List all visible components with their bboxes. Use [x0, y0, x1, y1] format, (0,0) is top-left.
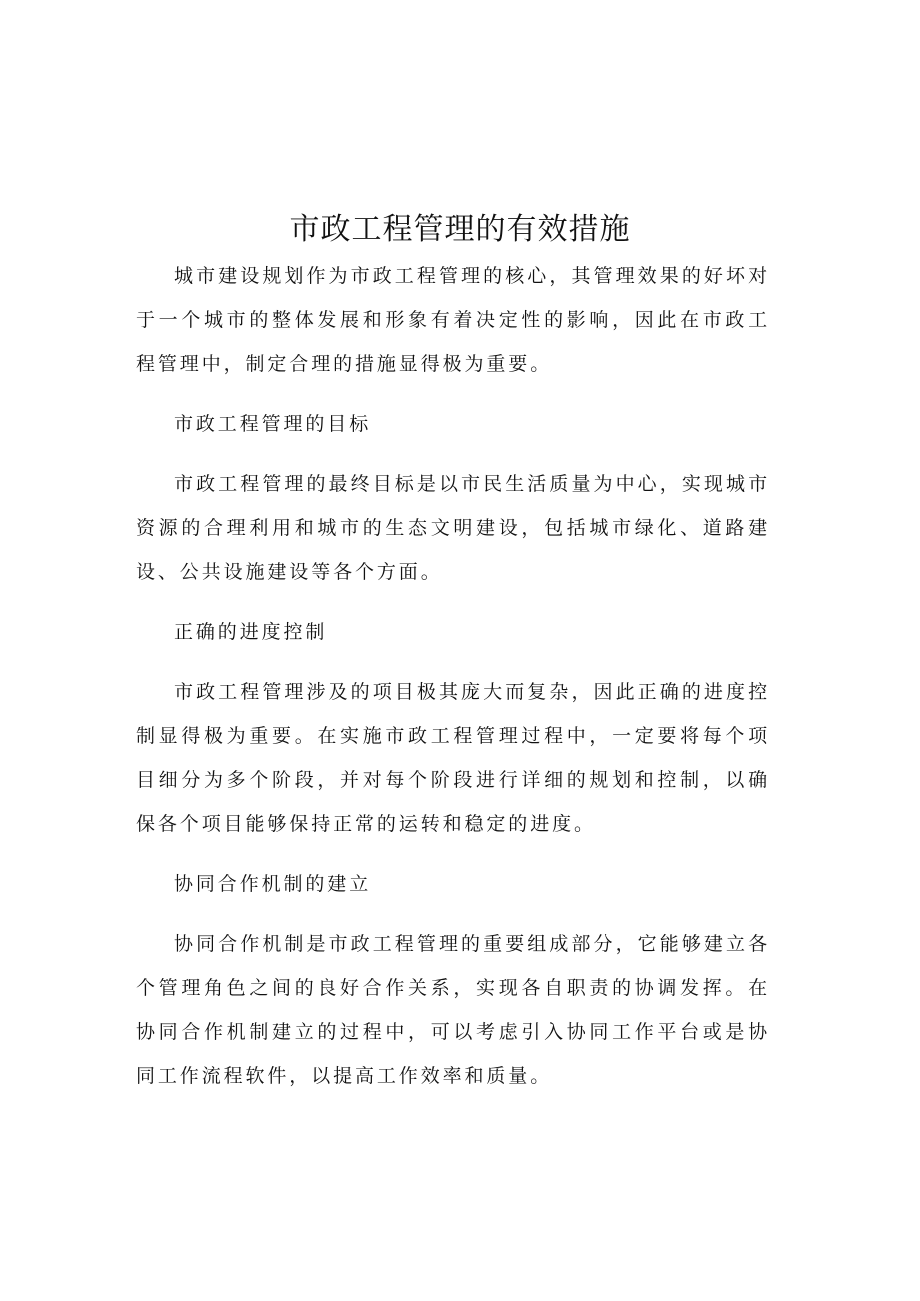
section-body-goal: 市政工程管理的最终目标是以市民生活质量为中心，实现城市资源的合理利用和城市的生态文明建设，包括城市绿化、道路建设、公共设施建设等各个方面。: [136, 473, 770, 583]
section-body-schedule: 市政工程管理涉及的项目极其庞大而复杂，因此正确的进度控制显得极为重要。在实施市政工程管理过程中，一定要将每个项目细分为多个阶段，并对每个阶段进行详细的规划和控制，以确保各个项目能够保持正常的运转和稳定的进度。: [136, 681, 770, 835]
spacer: [136, 446, 770, 462]
document-title: 市政工程管理的有效措施: [289, 212, 631, 247]
document-body: [136, 254, 770, 1098]
section-heading-schedule: 正确的进度控制: [174, 621, 328, 643]
intro-paragraph: 城市建设规划作为市政工程管理的核心，其管理效果的好坏对于一个城市的整体发展和形象有着决定性的影响，因此在市政工程管理中，制定合理的措施显得极为重要。: [136, 265, 770, 375]
spacer: [136, 654, 770, 670]
spacer: [136, 846, 770, 862]
section-heading-collaboration: 协同合作机制的建立: [174, 873, 372, 895]
spacer: [136, 386, 770, 402]
spacer: [136, 594, 770, 610]
spacer: [136, 906, 770, 922]
section-body-collaboration: 协同合作机制是市政工程管理的重要组成部分，它能够建立各个管理角色之间的良好合作关系，实现各自职责的协调发挥。在协同合作机制建立的过程中，可以考虑引入协同工作平台或是协同工作流程软件，以提高工作效率和质量。: [136, 933, 770, 1087]
section-heading-goal: 市政工程管理的目标: [174, 413, 372, 435]
